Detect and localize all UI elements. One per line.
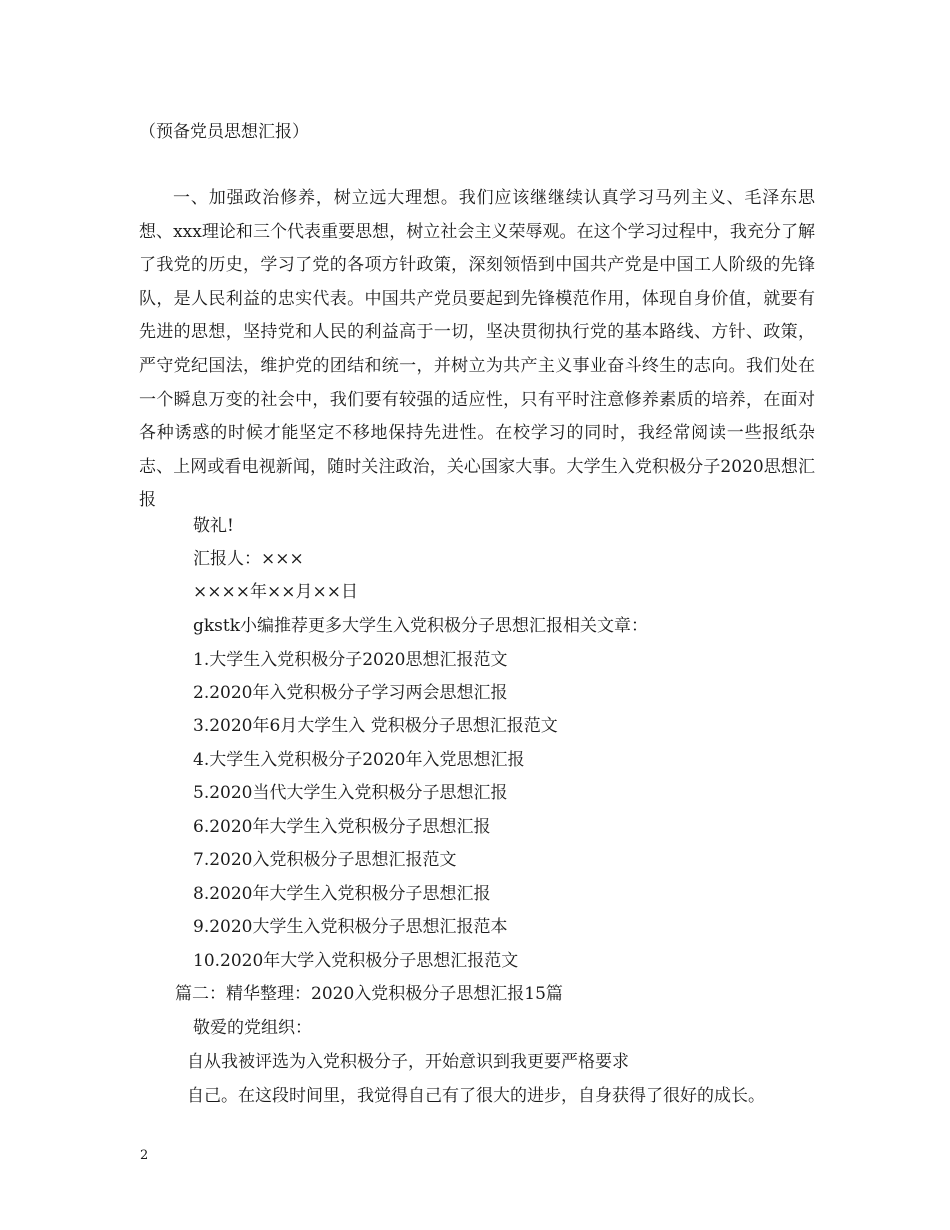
recommend-intro: gkstk小编推荐更多大学生入党积极分子思想汇报相关文章： bbox=[193, 616, 649, 636]
body-paragraph: 一、加强政治修养，树立远大理想。我们应该继继续认真学习马列主义、毛泽东思想、xxx理论和三个代表重要思想，树立社会主义荣辱观。在这个学习过程中，我充分了解了我党的历史，学习了党的各项方针政策，深刻领悟到中国共产党是中国工人阶级的先锋队，是人民利益的忠实代表。中国共产党员要起到先锋模范作用，体现自身价值，就要有先进的思想，坚持党和人民的利益高于一切，坚决贯彻执行党的基本路线、方针、政策，严守党纪国法，维护党的团结和统一，并树立为共产主义事业奋斗终生的志向。我们处在一个瞬息万变的社会中，我们要有较强的适应性，只有平时注意修养素质的培养，在面对各种诱惑的时候才能坚定不移地保持先进性。在校学习的同时，我经常阅读一些报纸杂志、上网或看电视新闻，随时关注政治，关心国家大事。大学生入党积极分子2020思想汇报 bbox=[139, 188, 815, 511]
date-line: ××××年××月××日 bbox=[193, 582, 358, 602]
related-article-link[interactable]: 10.2020年大学入党积极分子思想汇报范文 bbox=[193, 951, 519, 971]
related-article-link[interactable]: 9.2020大学生入党积极分子思想汇报范本 bbox=[193, 917, 508, 937]
reporter-line: 汇报人：××× bbox=[193, 549, 304, 569]
related-article-link[interactable]: 3.2020年6月大学生入 党积极分子思想汇报范文 bbox=[193, 716, 558, 736]
closing-salute: 敬礼! bbox=[193, 516, 234, 536]
document-subtitle: （预备党员思想汇报） bbox=[139, 122, 309, 142]
related-article-link[interactable]: 5.2020当代大学生入党积极分子思想汇报 bbox=[193, 783, 508, 803]
salutation: 敬爱的党组织： bbox=[193, 1018, 312, 1038]
related-article-link[interactable]: 7.2020入党积极分子思想汇报范文 bbox=[193, 850, 457, 870]
section-title: 篇二：精华整理：2020入党积极分子思想汇报15篇 bbox=[175, 984, 563, 1004]
page-number: 2 bbox=[140, 1148, 149, 1163]
related-article-link[interactable]: 6.2020年大学生入党积极分子思想汇报 bbox=[193, 817, 491, 837]
body-line: 自从我被评选为入党积极分子，开始意识到我更要严格要求 bbox=[187, 1052, 629, 1072]
body-line: 自己。在这段时间里，我觉得自己有了很大的进步，自身获得了很好的成长。 bbox=[187, 1086, 765, 1106]
related-article-link[interactable]: 2.2020年入党积极分子学习两会思想汇报 bbox=[193, 683, 508, 703]
related-article-link[interactable]: 4.大学生入党积极分子2020年入党思想汇报 bbox=[193, 750, 525, 770]
related-article-link[interactable]: 8.2020年大学生入党积极分子思想汇报 bbox=[193, 884, 491, 904]
related-article-link[interactable]: 1.大学生入党积极分子2020思想汇报范文 bbox=[193, 650, 508, 670]
